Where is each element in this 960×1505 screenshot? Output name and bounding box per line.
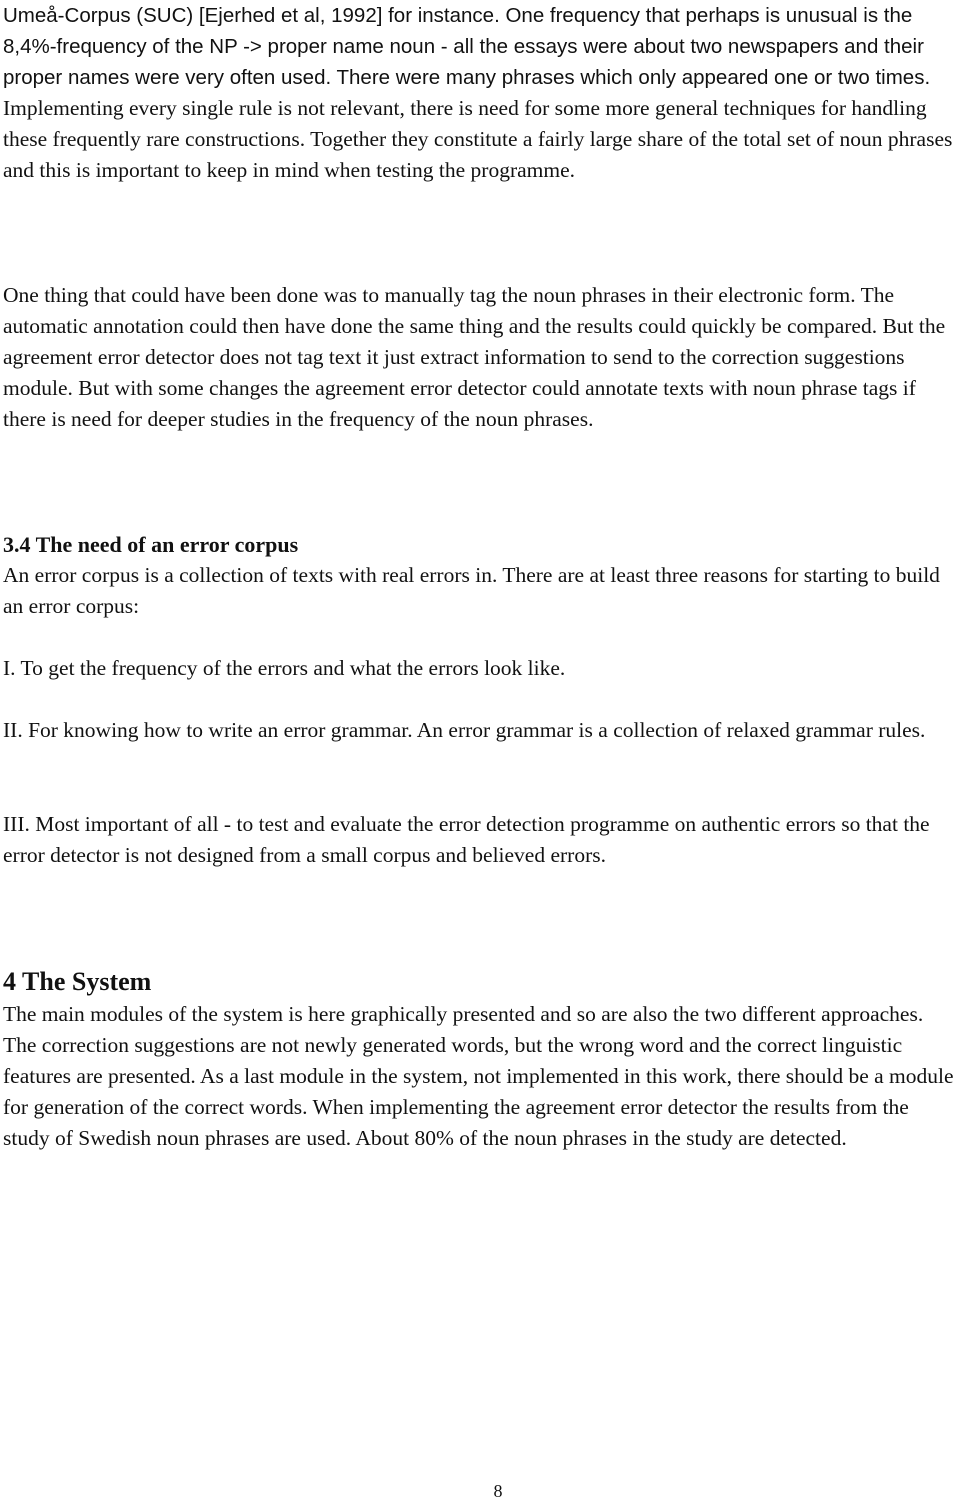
section-heading: 4 The System (3, 967, 152, 996)
section-body: The main modules of the system is here graphically presented and so are also the two different approaches. The correction suggestions are not newly generated words, but the wrong word and the correct linguistic features are presented. As a last module in the system, not implemented in this work, there should be a module for generation of the correct words. When implementing the agreement error detector the results from the study of Swedish noun phrases are used. About 80% of the noun phrases in the study are detected. (3, 1002, 954, 1150)
page-number: 8 (493, 1481, 503, 1501)
paragraph-manual-tagging (3, 280, 958, 435)
section-heading: 3.4 The need of an error corpus (3, 532, 299, 557)
section-intro: An error corpus is a collection of texts with real errors in. There are at least three reasons for starting to build an error corpus: (3, 563, 940, 618)
section-error-corpus (3, 529, 958, 622)
paragraph-text: One thing that could have been done was to manually tag the noun phrases in their electronic form. The automatic annotation could then have done the same thing and the results could quickly be compared. But the agreement error detector does not tag text it just extract information to send to the correction suggestions module. But with some changes the agreement error detector could annotate texts with noun phrase tags if there is need for deeper studies in the frequency of the noun phrases. (3, 283, 946, 431)
reason-item-1 (3, 653, 958, 684)
section-the-system (3, 965, 958, 1154)
paragraph-suc-frequency (3, 0, 958, 186)
reason-text: II. For knowing how to write an error grammar. An error grammar is a collection of relaxed grammar rules. (3, 718, 926, 742)
reason-text: I. To get the frequency of the errors and what the errors look like. (3, 656, 566, 680)
paragraph-sans-part: Umeå-Corpus (SUC) [Ejerhed et al, 1992] for instance. One frequency that perhaps is unusual is the 8,4%-frequency of the NP -> proper name noun - all the essays were about two newspapers and their proper names were very often used. There were many phrases which only appeared one or two times. (3, 4, 931, 89)
reason-item-2 (3, 715, 958, 746)
paragraph-serif-part: Implementing every single rule is not relevant, there is need for some more general techniques for handling these frequently rare constructions. Together they constitute a fairly large share of the total set of noun phrases and this is important to keep in mind when testing the programme. (3, 96, 953, 182)
reason-item-3 (3, 809, 958, 871)
reason-text: III. Most important of all - to test and evaluate the error detection programme on authentic errors so that the error detector is not designed from a small corpus and believed errors. (3, 812, 930, 867)
